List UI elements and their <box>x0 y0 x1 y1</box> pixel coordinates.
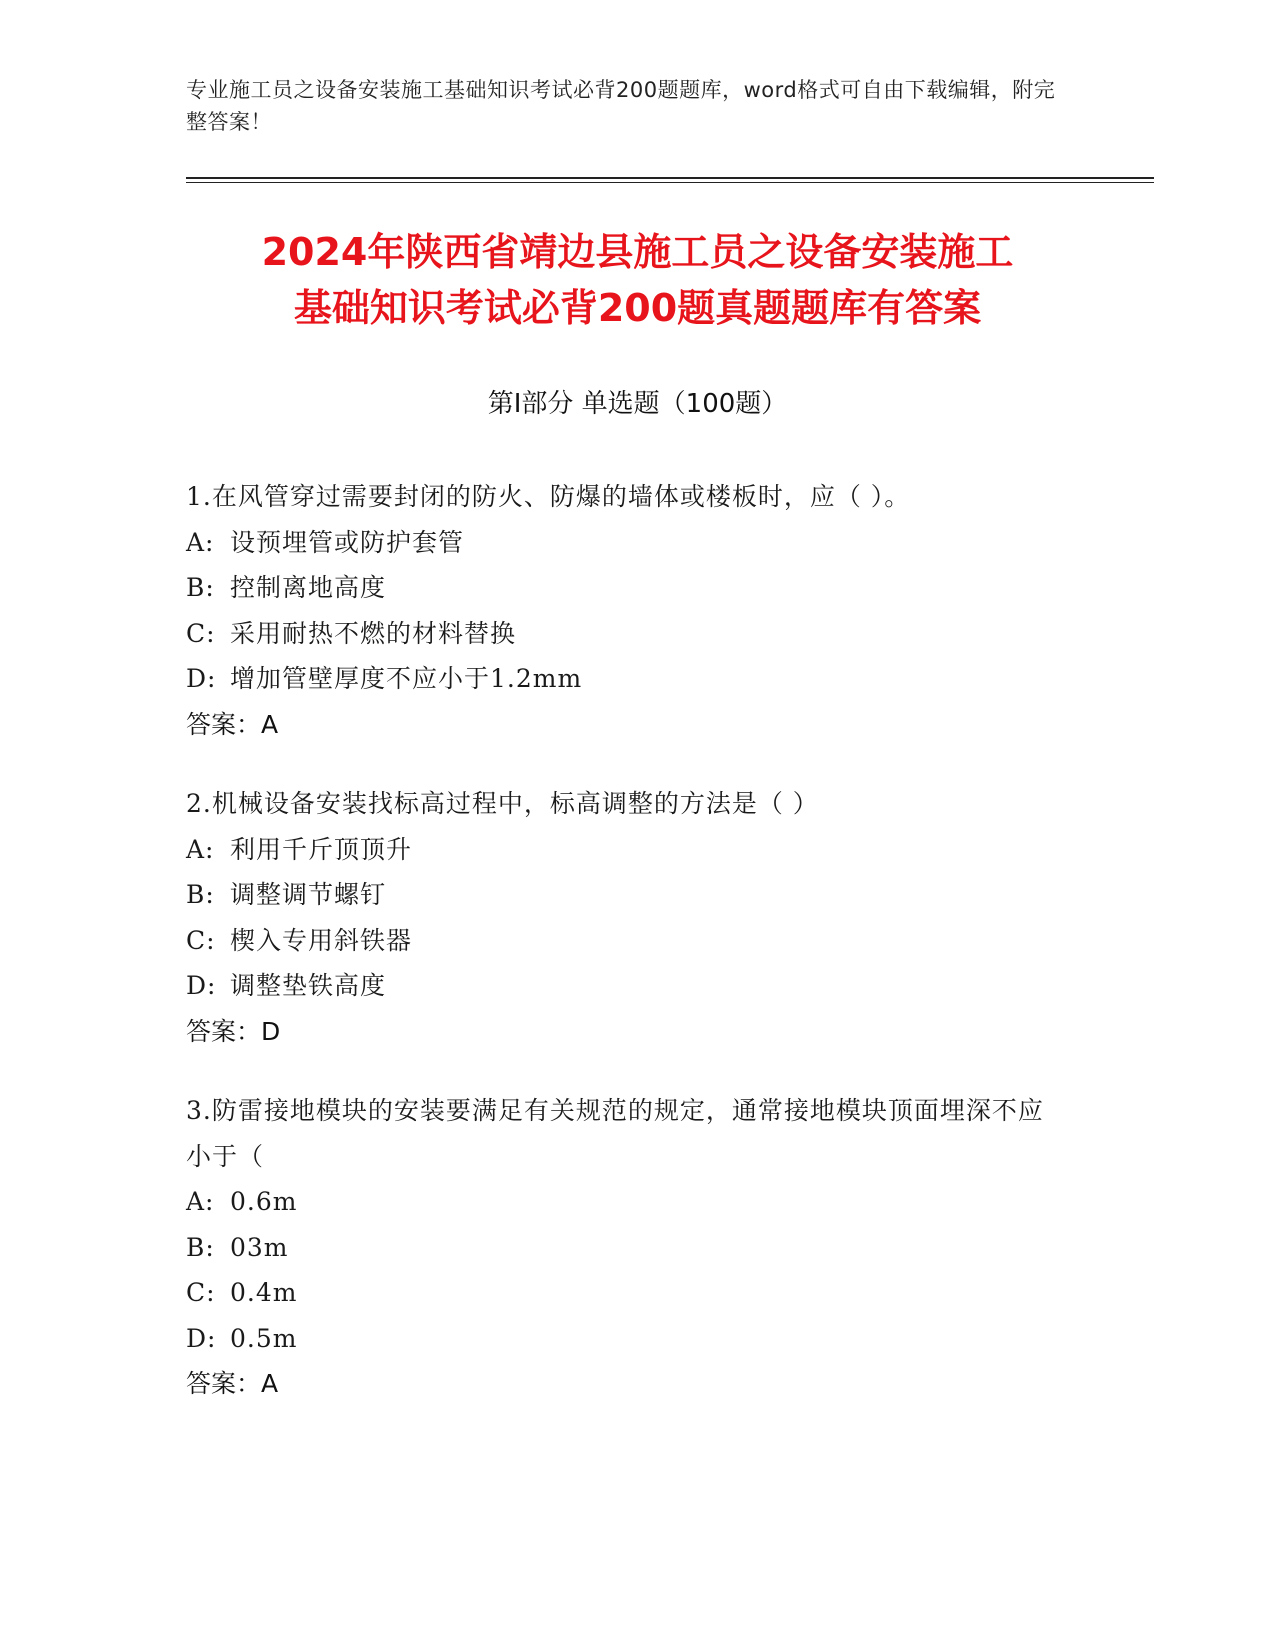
option-a <box>186 827 1066 873</box>
header-divider-thin <box>186 182 1154 183</box>
question-stem: 3.防雷接地模块的安装要满足有关规范的规定，通常接地模块顶面埋深不应小于（ <box>186 1096 1044 1171</box>
document-title <box>140 224 1135 336</box>
option-d <box>186 656 1066 702</box>
option-b <box>186 1225 1066 1271</box>
option-key: B: <box>186 573 215 602</box>
option-text: 0.6m <box>230 1187 298 1216</box>
option-key: C: <box>186 618 216 648</box>
option-d <box>186 1316 1066 1362</box>
answer-line: 答案：A <box>186 709 279 739</box>
question-list <box>186 474 1066 1441</box>
option-key: A: <box>186 527 215 557</box>
option-key: D: <box>186 664 217 693</box>
option-text: 调整垫铁高度 <box>230 971 387 1000</box>
option-text: 0.4m <box>230 1278 298 1307</box>
option-b <box>186 565 1066 611</box>
option-key: A: <box>186 834 215 864</box>
option-text: 0.5m <box>230 1323 298 1353</box>
option-key: A: <box>186 1187 215 1216</box>
header-note: 专业施工员之设备安装施工基础知识考试必背200题题库，word格式可自由下载编辑，附完整答案！ <box>186 78 1056 134</box>
document-title-line-2: 基础知识考试必背200题真题题库有答案 <box>293 286 982 330</box>
option-key: C: <box>186 1278 216 1307</box>
question-3 <box>186 1088 1066 1407</box>
option-b <box>186 872 1066 918</box>
option-key: B: <box>186 1232 215 1262</box>
option-d <box>186 963 1066 1009</box>
option-text: 楔入专用斜铁器 <box>230 925 413 955</box>
option-text: 调整调节螺钉 <box>230 880 387 909</box>
option-text: 控制离地高度 <box>230 573 387 602</box>
option-key: D: <box>186 971 217 1000</box>
section-title: 第Ⅰ部分 单选题（100题） <box>487 389 788 419</box>
option-a <box>186 1179 1066 1225</box>
option-text: 增加管壁厚度不应小于1.2mm <box>230 664 583 693</box>
answer-line: 答案：A <box>186 1369 279 1398</box>
option-text: 采用耐热不燃的材料替换 <box>230 618 517 648</box>
option-key: B: <box>186 880 215 909</box>
option-key: D: <box>186 1323 217 1353</box>
question-stem: 2.机械设备安装找标高过程中，标高调整的方法是（ ） <box>186 789 819 818</box>
question-2 <box>186 781 1066 1054</box>
option-c <box>186 611 1066 657</box>
option-a <box>186 520 1066 566</box>
option-text: 03m <box>230 1232 289 1262</box>
document-title-line-1: 2024年陕西省靖边县施工员之设备安装施工 <box>261 230 1014 274</box>
header-divider-thick <box>186 177 1154 179</box>
question-stem: 1.在风管穿过需要封闭的防火、防爆的墙体或楼板时，应（ ）。 <box>186 482 911 511</box>
option-text: 设预埋管或防护套管 <box>230 527 465 557</box>
option-c <box>186 918 1066 964</box>
question-1 <box>186 474 1066 747</box>
option-text: 利用千斤顶顶升 <box>230 834 413 864</box>
option-c <box>186 1270 1066 1316</box>
option-key: C: <box>186 925 216 955</box>
answer-line: 答案：D <box>186 1016 281 1046</box>
